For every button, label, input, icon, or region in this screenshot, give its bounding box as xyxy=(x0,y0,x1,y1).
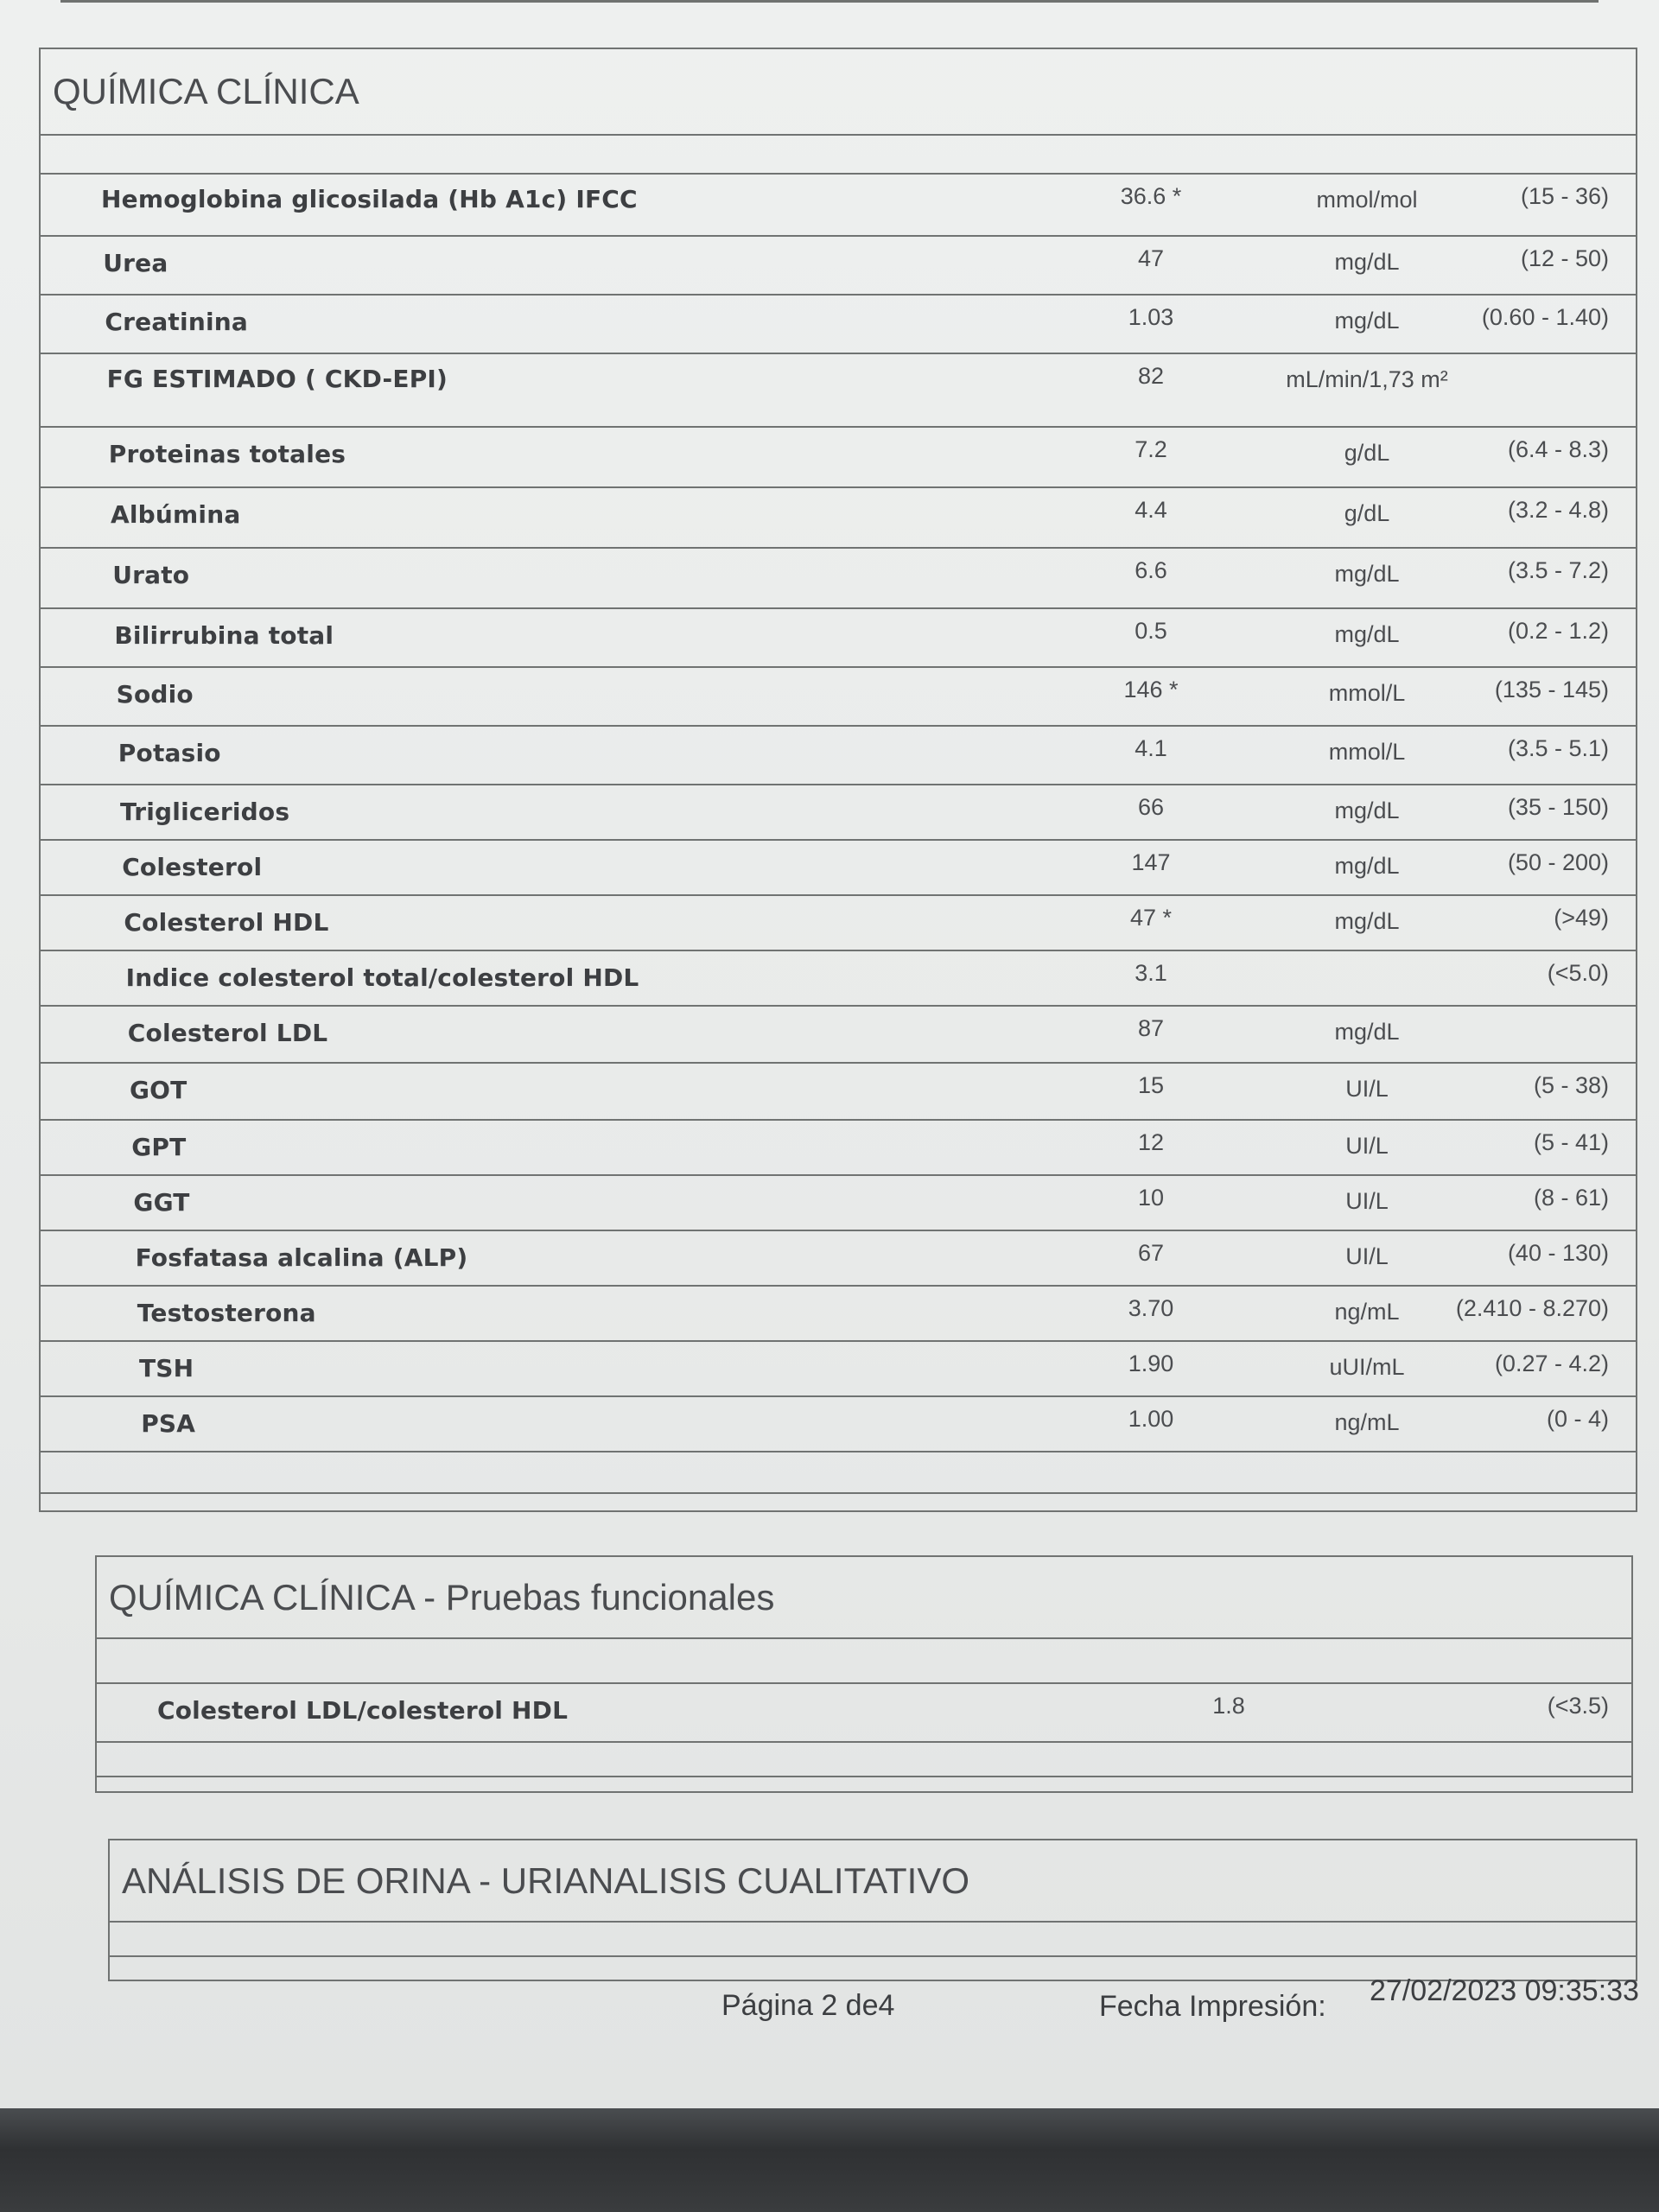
reference-range: (2.410 - 8.270) xyxy=(1455,1295,1609,1321)
reference-range: (>49) xyxy=(1554,905,1609,931)
table-row xyxy=(41,1007,1636,1064)
reference-range: (6.4 - 8.3) xyxy=(1507,436,1609,462)
test-name: PSA xyxy=(141,1409,196,1438)
reference-range: (0.60 - 1.40) xyxy=(1481,304,1609,330)
test-name: Testosterona xyxy=(137,1299,316,1327)
table-row xyxy=(41,1287,1636,1342)
background-surface xyxy=(0,2108,1659,2212)
test-unit: mg/dL xyxy=(1334,908,1400,934)
section-title: ANÁLISIS DE ORINA - URIANALISIS CUALITATIVO xyxy=(110,1840,1636,1923)
table-row xyxy=(41,488,1636,549)
test-value: 3.70 xyxy=(1128,1295,1174,1321)
reference-range: (3.5 - 5.1) xyxy=(1507,735,1609,761)
test-name: Sodio xyxy=(116,680,194,709)
test-unit: UI/L xyxy=(1345,1076,1389,1102)
test-name: Fosfatasa alcalina (ALP) xyxy=(135,1243,468,1272)
test-name: GPT xyxy=(131,1133,187,1161)
test-unit: uUI/mL xyxy=(1329,1354,1405,1380)
test-name: Colesterol LDL/colesterol HDL xyxy=(157,1696,569,1725)
test-value: 146 * xyxy=(1123,677,1179,702)
table-row xyxy=(41,1176,1636,1231)
test-value: 147 xyxy=(1131,849,1171,875)
reference-range: (135 - 145) xyxy=(1494,677,1609,702)
test-unit: g/dL xyxy=(1344,440,1390,466)
table-row xyxy=(41,175,1636,237)
test-value: 66 xyxy=(1137,794,1165,820)
test-value: 1.8 xyxy=(1212,1693,1245,1719)
test-value: 3.1 xyxy=(1135,960,1167,986)
page-number: Página 2 de4 xyxy=(721,1989,895,2022)
test-name: Albúmina xyxy=(111,500,241,529)
spacer-row xyxy=(97,1743,1631,1777)
reference-range: (5 - 38) xyxy=(1533,1072,1609,1098)
test-value: 6.6 xyxy=(1135,557,1167,583)
test-unit: mg/dL xyxy=(1334,1019,1400,1045)
reference-range: (0.2 - 1.2) xyxy=(1507,618,1609,644)
table-row xyxy=(41,237,1636,296)
test-value: 87 xyxy=(1137,1015,1165,1041)
print-date: 27/02/2023 09:35:33 xyxy=(1370,1974,1639,2007)
test-name: Colesterol HDL xyxy=(124,908,329,937)
table-row xyxy=(41,785,1636,841)
test-value: 47 * xyxy=(1129,905,1173,931)
table-row xyxy=(41,951,1636,1007)
test-value: 10 xyxy=(1137,1185,1165,1211)
spacer-row xyxy=(41,1452,1636,1494)
test-name: TSH xyxy=(139,1354,194,1382)
test-unit: UI/L xyxy=(1345,1133,1389,1159)
test-unit: mmol/L xyxy=(1328,739,1406,765)
table-row xyxy=(41,1064,1636,1121)
reference-range: (5 - 41) xyxy=(1533,1129,1609,1155)
section-quimica-clinica xyxy=(39,48,1637,1512)
reference-range: (12 - 50) xyxy=(1520,245,1609,271)
reference-range: (50 - 200) xyxy=(1507,849,1609,875)
test-name: Urato xyxy=(112,561,190,589)
table-row xyxy=(41,428,1636,488)
reference-range: (8 - 61) xyxy=(1533,1185,1609,1211)
table-row xyxy=(41,609,1636,668)
test-unit: ng/mL xyxy=(1334,1299,1400,1325)
top-rule xyxy=(60,0,1599,3)
test-value: 47 xyxy=(1137,245,1165,271)
test-name: FG ESTIMADO ( CKD-EPI) xyxy=(106,365,448,393)
test-value: 4.1 xyxy=(1135,735,1167,761)
spacer-row xyxy=(110,1923,1636,1957)
reference-range: (<5.0) xyxy=(1547,960,1609,986)
table-row xyxy=(41,896,1636,951)
test-name: Urea xyxy=(103,249,168,277)
test-value: 0.5 xyxy=(1135,618,1167,644)
test-unit: mg/dL xyxy=(1334,561,1400,587)
test-name: Indice colesterol total/colesterol HDL xyxy=(125,963,639,992)
reference-range: (0 - 4) xyxy=(1546,1406,1609,1432)
table-row xyxy=(41,1121,1636,1176)
spacer-row xyxy=(97,1639,1631,1684)
test-name: Trigliceridos xyxy=(120,798,290,826)
table-row xyxy=(41,296,1636,354)
table-row xyxy=(41,354,1636,428)
test-value: 12 xyxy=(1137,1129,1165,1155)
test-unit: UI/L xyxy=(1345,1243,1389,1269)
test-unit: mg/dL xyxy=(1334,798,1400,823)
reference-range: (3.5 - 7.2) xyxy=(1507,557,1609,583)
section-pruebas-funcionales xyxy=(95,1555,1633,1793)
test-unit: ng/mL xyxy=(1334,1409,1400,1435)
test-name: Proteinas totales xyxy=(108,440,346,468)
section-title: QUÍMICA CLÍNICA xyxy=(41,49,1636,136)
reference-range: (40 - 130) xyxy=(1507,1240,1609,1266)
test-value: 1.90 xyxy=(1128,1351,1174,1376)
test-unit: mg/dL xyxy=(1334,853,1400,879)
test-name: GGT xyxy=(133,1188,190,1217)
section-analisis-orina xyxy=(108,1839,1637,1981)
test-value: 4.4 xyxy=(1135,497,1167,523)
table-row xyxy=(41,1397,1636,1452)
reference-range: (15 - 36) xyxy=(1520,183,1609,209)
table-row xyxy=(41,1342,1636,1397)
section-title: QUÍMICA CLÍNICA - Pruebas funcionales xyxy=(97,1557,1631,1639)
test-name: GOT xyxy=(130,1076,188,1104)
test-value: 1.03 xyxy=(1128,304,1174,330)
test-value: 7.2 xyxy=(1135,436,1167,462)
table-row xyxy=(41,668,1636,727)
reference-range: (3.2 - 4.8) xyxy=(1507,497,1609,523)
test-name: Potasio xyxy=(118,739,221,767)
table-row xyxy=(41,549,1636,609)
test-unit: mg/dL xyxy=(1334,621,1400,647)
test-unit: UI/L xyxy=(1345,1188,1389,1214)
print-date-label: Fecha Impresión: xyxy=(1099,1990,1326,2023)
table-row xyxy=(97,1684,1631,1743)
reference-range: (35 - 150) xyxy=(1507,794,1609,820)
test-unit: mL/min/1,73 m² xyxy=(1286,366,1448,392)
test-unit: mmol/L xyxy=(1328,680,1406,706)
test-unit: mmol/mol xyxy=(1316,187,1418,213)
table-row xyxy=(41,1231,1636,1287)
test-unit: g/dL xyxy=(1344,500,1390,526)
test-value: 1.00 xyxy=(1128,1406,1174,1432)
test-value: 67 xyxy=(1137,1240,1165,1266)
test-value: 36.6 * xyxy=(1120,183,1182,209)
test-name: Colesterol xyxy=(122,853,263,881)
test-unit: mg/dL xyxy=(1334,249,1400,275)
test-name: Hemoglobina glicosilada (Hb A1c) IFCC xyxy=(101,185,638,213)
test-value: 15 xyxy=(1137,1072,1165,1098)
spacer-row xyxy=(41,136,1636,175)
test-name: Bilirrubina total xyxy=(114,621,334,650)
test-name: Creatinina xyxy=(105,308,248,336)
test-name: Colesterol LDL xyxy=(127,1019,328,1047)
reference-range: (0.27 - 4.2) xyxy=(1494,1351,1609,1376)
test-unit: mg/dL xyxy=(1334,308,1400,334)
reference-range: (<3.5) xyxy=(1547,1693,1609,1719)
table-row xyxy=(41,727,1636,785)
table-row xyxy=(41,841,1636,896)
test-value: 82 xyxy=(1137,363,1165,389)
